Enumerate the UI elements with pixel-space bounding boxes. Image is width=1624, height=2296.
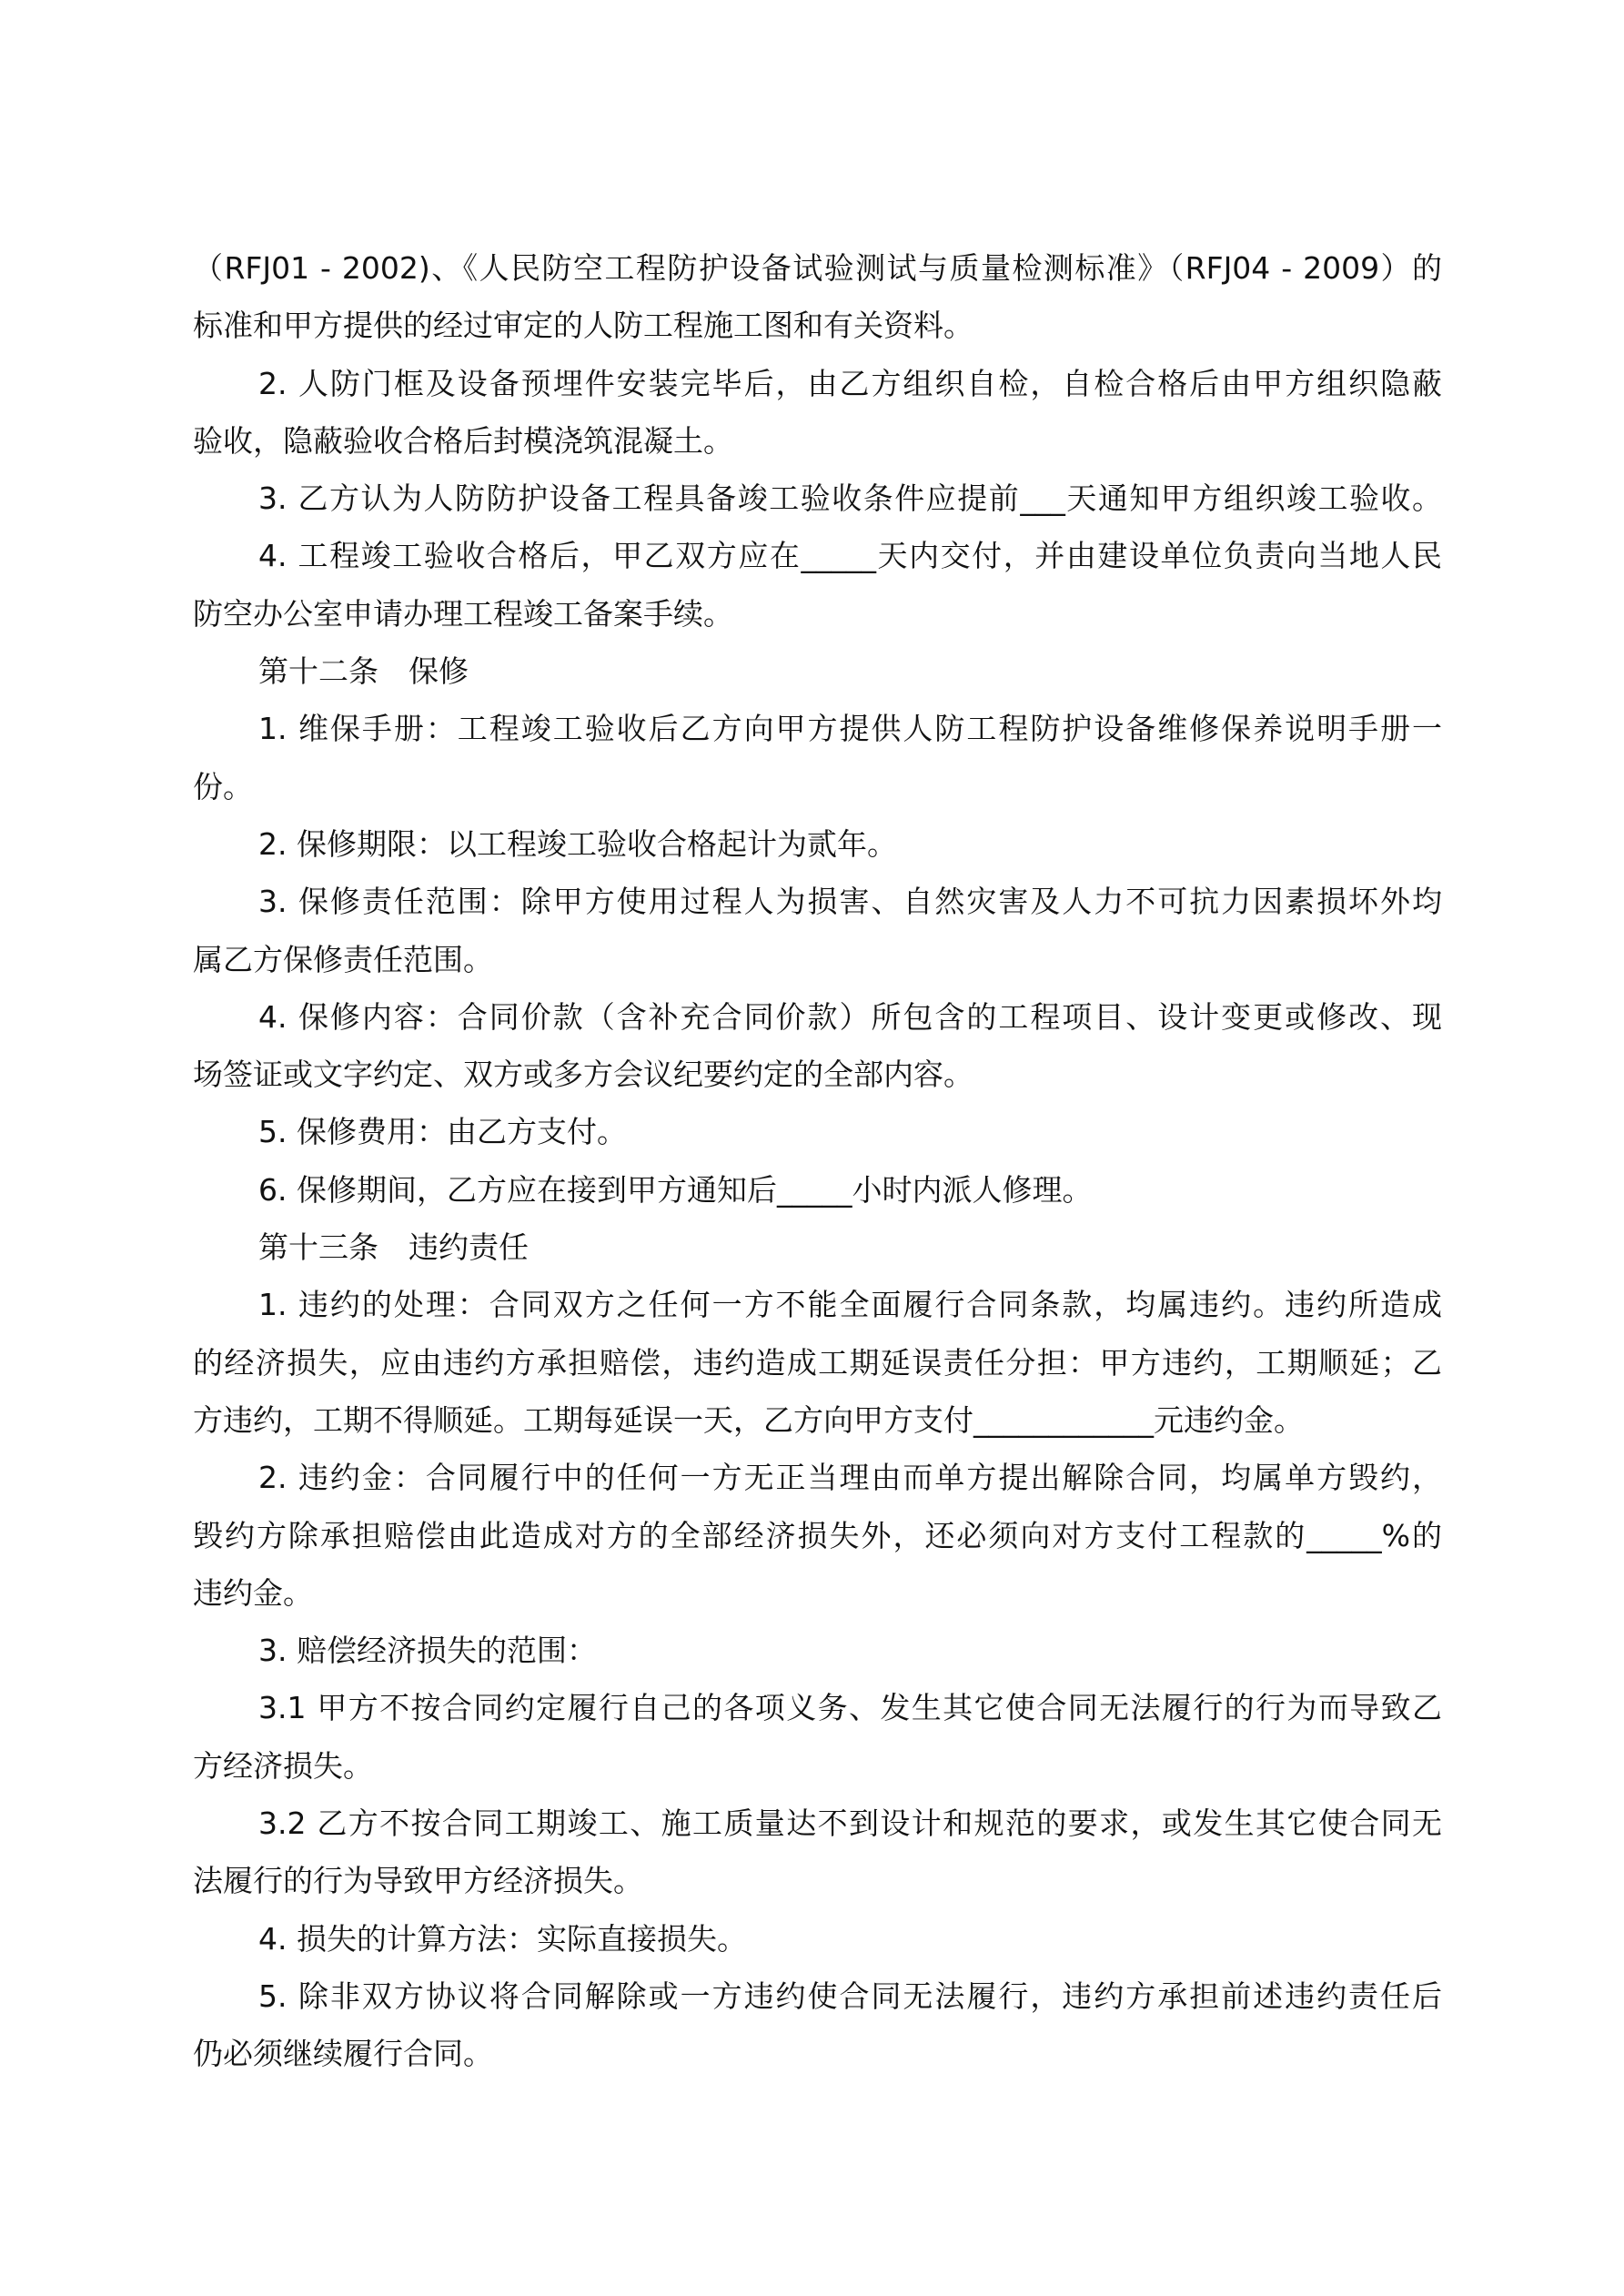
text-line: 2. 违约金：合同履行中的任何一方无正当理由而单方提出解除合同，均属单方毁约， — [258, 1460, 1442, 1496]
text-line: 2. 保修期限：以工程竣工验收合格起计为贰年。 — [258, 825, 897, 862]
text-line: 方经济损失。 — [193, 1747, 373, 1784]
text-line: 3. 保修责任范围：除甲方使用过程人为损害、自然灾害及人力不可抗力因素损坏外均 — [258, 884, 1442, 920]
text-line: 3.2 乙方不按合同工期竣工、施工质量达不到设计和规范的要求，或发生其它使合同无 — [258, 1805, 1442, 1842]
text-line: 防空办公室申请办理工程竣工备案手续。 — [193, 595, 733, 632]
text-line: 验收，隐蔽验收合格后封模浇筑混凝土。 — [193, 422, 733, 459]
text-line: 4. 损失的计算方法：实际直接损失。 — [258, 1920, 747, 1957]
text-line: 5. 保修费用：由乙方支付。 — [258, 1114, 627, 1150]
text-line: 场签证或文字约定、双方或多方会议纪要约定的全部内容。 — [193, 1057, 973, 1093]
text-line: （RFJ01 - 2002)、《人民防空工程防护设备试验测试与质量检测标准》（RFJ04 - 2009）的 — [193, 250, 1442, 286]
text-line: 3. 乙方认为人防防护设备工程具备竣工验收条件应提前___天通知甲方组织竣工验收。 — [258, 480, 1442, 517]
text-line: 份。 — [193, 768, 253, 804]
text-line: 的经济损失，应由违约方承担赔偿，违约造成工期延误责任分担：甲方违约，工期顺延；乙 — [193, 1344, 1442, 1381]
text-line: 1. 违约的处理：合同双方之任何一方不能全面履行合同条款，均属违约。违约所造成 — [258, 1287, 1442, 1323]
text-line: 方违约，工期不得顺延。工期每延误一天，乙方向甲方支付____________元违约金。 — [193, 1401, 1304, 1438]
text-line: 1. 维保手册：工程竣工验收后乙方向甲方提供人防工程防护设备维修保养说明手册一 — [258, 711, 1442, 747]
section-heading: 第十三条 违约责任 — [258, 1229, 529, 1266]
text-line: 毁约方除承担赔偿由此造成对方的全部经济损失外，还必须向对方支付工程款的_____%的 — [193, 1517, 1442, 1553]
section-heading: 第十二条 保修 — [258, 653, 469, 690]
text-line: 属乙方保修责任范围。 — [193, 941, 493, 977]
text-line: 3.1 甲方不按合同约定履行自己的各项义务、发生其它使合同无法履行的行为而导致乙 — [258, 1690, 1442, 1726]
text-line: 标准和甲方提供的经过审定的人防工程施工图和有关资料。 — [193, 308, 973, 344]
text-line: 法履行的行为导致甲方经济损失。 — [193, 1863, 643, 1899]
text-line: 仍必须继续履行合同。 — [193, 2036, 493, 2072]
text-line: 2. 人防门框及设备预埋件安装完毕后，由乙方组织自检，自检合格后由甲方组织隐蔽 — [258, 365, 1442, 401]
text-line: 5. 除非双方协议将合同解除或一方违约使合同无法履行，违约方承担前述违约责任后 — [258, 1977, 1442, 2014]
text-line: 6. 保修期间，乙方应在接到甲方通知后_____小时内派人修理。 — [258, 1171, 1093, 1208]
text-line: 违约金。 — [193, 1574, 313, 1611]
document-page — [193, 239, 1442, 2083]
text-line: 3. 赔偿经济损失的范围： — [258, 1633, 597, 1669]
text-line: 4. 工程竣工验收合格后，甲乙双方应在_____天内交付，并由建设单位负责向当地人民 — [258, 538, 1442, 574]
text-line: 4. 保修内容：合同价款（含补充合同价款）所包含的工程项目、设计变更或修改、现 — [258, 998, 1442, 1035]
